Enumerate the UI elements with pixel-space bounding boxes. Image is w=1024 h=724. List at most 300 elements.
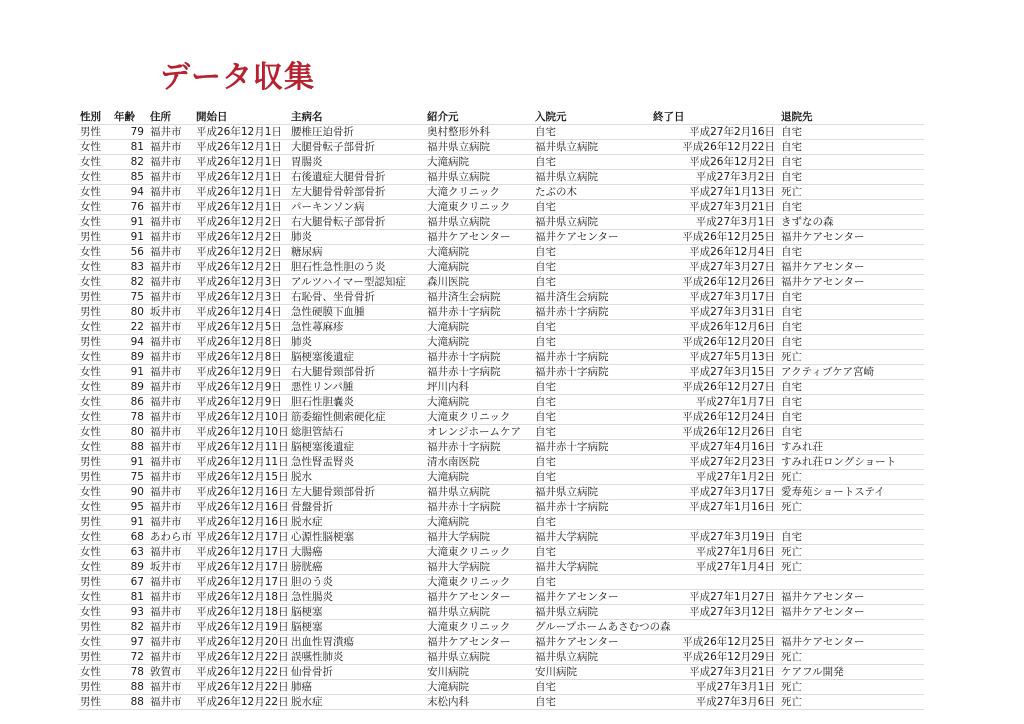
cell-address: 福井市 [148,455,194,470]
cell-admission: 福井県立病院 [533,605,651,620]
cell-end-date: 平成27年1月16日 [651,500,779,515]
cell-discharge: 自宅 [779,155,924,170]
cell-sex: 女性 [78,500,112,515]
cell-discharge: すみれ荘 [779,440,924,455]
cell-age: 88 [112,695,148,710]
cell-address: 福井市 [148,260,194,275]
cell-admission: 自宅 [533,470,651,485]
cell-sex: 男性 [78,620,112,635]
cell-admission: 自宅 [533,680,651,695]
cell-admission: 自宅 [533,125,651,140]
cell-discharge: 死亡 [779,500,924,515]
cell-discharge: すみれ荘ロングショート [779,455,924,470]
cell-end-date: 平成27年2月16日 [651,125,779,140]
cell-diagnosis: 大腿骨転子部骨折 [289,140,425,155]
cell-age: 22 [112,320,148,335]
cell-end-date: 平成27年1月2日 [651,470,779,485]
cell-sex: 女性 [78,320,112,335]
table-body [78,125,924,710]
header-referral: 紹介元 [425,110,533,125]
cell-discharge: 自宅 [779,290,924,305]
cell-start-date: 平成26年12月18日 [196,605,289,618]
cell-address: 福井市 [148,365,194,380]
cell-start-date: 平成26年12月17日 [196,575,289,588]
table-row [78,695,924,710]
cell-discharge [779,515,924,530]
cell-address: 福井市 [148,680,194,695]
cell-referral: 福井県立病院 [425,170,533,185]
table-row [78,125,924,140]
table-row [78,410,924,425]
cell-diagnosis: 急性蕁麻疹 [289,320,425,335]
table-row [78,665,924,680]
cell-start-date: 平成26年12月2日 [194,260,289,275]
cell-sex: 男性 [78,335,112,350]
cell-referral: 大滝病院 [425,515,533,530]
cell-referral: 福井赤十字病院 [425,305,533,320]
cell-diagnosis: パーキンソン病 [289,200,425,215]
table-row [78,575,924,590]
cell-end-date: 平成27年3月12日 [651,605,779,620]
cell-address: 福井市 [148,185,194,200]
cell-referral: 坪川内科 [425,380,533,395]
cell-start-date: 平成26年12月2日 [194,245,289,260]
cell-diagnosis: 脳梗塞後遺症 [289,350,425,365]
cell-address: 福井市 [148,470,194,485]
cell-age: 86 [112,395,148,410]
table-row [78,185,924,200]
cell-discharge: 自宅 [779,395,924,410]
cell-admission: 福井ケアセンター [533,230,651,245]
cell-age: 68 [112,530,148,545]
cell-address: 福井市 [148,485,194,500]
table-row [78,245,924,260]
cell-address: 福井市 [148,575,194,590]
cell-diagnosis: 右大腿骨頸部骨折 [289,365,425,380]
cell-end-date: 平成27年1月7日 [651,395,779,410]
cell-admission: 自宅 [533,395,651,410]
cell-start-date: 平成26年12月8日 [194,335,289,350]
cell-address: 福井市 [148,350,194,365]
cell-diagnosis: 誤嚥性肺炎 [289,650,425,665]
cell-diagnosis: 左大腿骨骨幹部骨折 [289,185,425,200]
table-row [78,545,924,560]
table-row [78,350,924,365]
cell-admission: 福井赤十字病院 [533,350,651,365]
cell-start-date: 平成26年12月16日 [196,500,289,513]
cell-diagnosis: 胃腸炎 [289,155,425,170]
cell-sex: 男性 [78,230,112,245]
cell-discharge: 自宅 [779,530,924,545]
cell-address: 福井市 [148,380,194,395]
cell-diagnosis: 肺炎 [289,335,425,350]
cell-referral: 福井ケアセンター [425,590,533,605]
cell-admission: 自宅 [533,695,651,710]
cell-age: 91 [112,230,148,245]
cell-sex: 女性 [78,410,112,425]
header-sex: 性別 [78,110,112,125]
cell-referral: 福井県立病院 [425,215,533,230]
cell-discharge: 自宅 [779,170,924,185]
cell-admission: 福井済生会病院 [533,290,651,305]
cell-sex: 女性 [78,605,112,620]
table-row [78,275,924,290]
cell-diagnosis: 右恥骨、坐骨骨折 [289,290,425,305]
cell-end-date: 平成26年12月6日 [651,320,779,335]
cell-address: 福井市 [148,245,194,260]
cell-end-date: 平成27年3月31日 [651,305,779,320]
cell-start-date: 平成26年12月10日 [196,425,289,438]
cell-start-date: 平成26年12月20日 [196,635,289,648]
cell-discharge: 死亡 [779,545,924,560]
cell-discharge: 死亡 [779,560,924,575]
header-admission: 入院元 [533,110,651,125]
cell-end-date: 平成27年3月2日 [651,170,779,185]
cell-start-date: 平成26年12月15日 [196,470,289,483]
cell-referral: 大滝病院 [425,260,533,275]
table-row [78,260,924,275]
table-row [78,485,924,500]
cell-admission: 福井赤十字病院 [533,365,651,380]
cell-discharge: 福井ケアセンター [779,590,924,605]
cell-address: 福井市 [148,395,194,410]
cell-end-date: 平成26年12月26日 [651,425,779,440]
cell-discharge: ケアフル開発 [779,665,924,680]
table-row [78,680,924,695]
cell-start-date: 平成26年12月17日 [196,560,289,573]
cell-end-date: 平成27年2月23日 [651,455,779,470]
cell-end-date: 平成26年12月4日 [651,245,779,260]
cell-start-date: 平成26年12月11日 [196,440,289,453]
cell-age: 85 [112,170,148,185]
cell-address: 福井市 [148,275,194,290]
table-row [78,620,924,635]
cell-end-date: 平成27年3月17日 [651,485,779,500]
cell-diagnosis: 胆のう炎 [289,575,425,590]
cell-sex: 女性 [78,170,112,185]
cell-sex: 男性 [78,125,112,140]
cell-start-date: 平成26年12月5日 [194,320,289,335]
cell-age: 89 [112,560,148,575]
cell-diagnosis: 糖尿病 [289,245,425,260]
cell-diagnosis: 急性硬膜下血腫 [289,305,425,320]
cell-referral: 福井県立病院 [425,650,533,665]
cell-diagnosis: 肺炎 [289,230,425,245]
cell-diagnosis: 脱水 [289,470,425,485]
cell-admission: 自宅 [533,455,651,470]
cell-start-date: 平成26年12月8日 [194,350,289,365]
cell-age: 78 [112,410,148,425]
data-sheet [78,110,924,710]
header-age: 年齢 [112,110,148,125]
cell-age: 78 [112,665,148,680]
cell-end-date [651,575,779,590]
cell-discharge: 自宅 [779,425,924,440]
table-row [78,470,924,485]
cell-admission: 福井県立病院 [533,170,651,185]
cell-referral: 大滝病院 [425,245,533,260]
cell-sex: 男性 [78,305,112,320]
cell-age: 80 [112,305,148,320]
cell-admission: グループホームあさむつの森 [535,620,671,633]
cell-discharge: 自宅 [779,245,924,260]
cell-admission: 福井ケアセンター [533,635,651,650]
cell-end-date: 平成26年12月25日 [651,230,779,245]
cell-start-date: 平成26年12月17日 [196,545,289,558]
table-row [78,590,924,605]
cell-end-date: 平成27年3月21日 [651,200,779,215]
cell-referral: 末松内科 [425,695,533,710]
cell-diagnosis: 胆石性急性胆のう炎 [289,260,425,275]
cell-admission: 自宅 [533,575,651,590]
cell-address: 福井市 [148,545,194,560]
cell-start-date: 平成26年12月16日 [196,485,289,498]
cell-admission: 自宅 [533,335,651,350]
cell-discharge: 自宅 [779,380,924,395]
cell-address: 福井市 [148,605,194,620]
cell-age: 76 [112,200,148,215]
cell-end-date: 平成27年3月1日 [651,215,779,230]
cell-diagnosis: 脳梗塞 [289,605,425,620]
cell-diagnosis: 脱水症 [289,695,425,710]
cell-start-date: 平成26年12月2日 [194,215,289,230]
cell-diagnosis: 大腸癌 [289,545,425,560]
table-row [78,605,924,620]
cell-address: 福井市 [148,125,194,140]
cell-start-date: 平成26年12月22日 [196,665,289,678]
cell-referral: オレンジホームケア [425,425,533,440]
cell-sex: 女性 [78,665,112,680]
cell-discharge: 福井ケアセンター [779,230,924,245]
cell-sex: 女性 [78,365,112,380]
cell-start-date: 平成26年12月17日 [196,530,289,543]
cell-diagnosis: 膀胱癌 [289,560,425,575]
cell-address: 福井市 [148,590,194,605]
cell-discharge: 福井ケアセンター [779,635,924,650]
cell-address: 福井市 [148,500,194,515]
cell-address: 福井市 [148,155,194,170]
cell-start-date: 平成26年12月1日 [194,125,289,140]
cell-end-date: 平成26年12月20日 [651,335,779,350]
page-title: データ収集 [160,60,315,95]
cell-sex: 男性 [78,455,112,470]
cell-diagnosis: 急性腎盂腎炎 [289,455,425,470]
cell-start-date: 平成26年12月16日 [196,515,289,528]
cell-end-date: 平成27年3月27日 [651,260,779,275]
cell-age: 82 [112,620,148,635]
table-row [78,440,924,455]
cell-age: 95 [112,500,148,515]
cell-referral: 福井県立病院 [425,140,533,155]
table-row [78,305,924,320]
cell-referral: 福井ケアセンター [425,635,533,650]
table-row [78,635,924,650]
cell-address: 福井市 [148,215,194,230]
cell-sex: 女性 [78,215,112,230]
cell-referral: 森川医院 [425,275,533,290]
cell-admission: 福井県立病院 [533,650,651,665]
cell-end-date: 平成27年1月6日 [651,545,779,560]
cell-referral: 福井済生会病院 [425,290,533,305]
cell-start-date: 平成26年12月4日 [194,305,289,320]
cell-age: 75 [112,290,148,305]
cell-discharge: 死亡 [779,470,924,485]
cell-age: 82 [112,155,148,170]
cell-start-date: 平成26年12月1日 [194,185,289,200]
cell-diagnosis: 出血性胃潰瘍 [289,635,425,650]
cell-referral: 大滝東クリニック [425,620,533,635]
cell-sex: 女性 [78,530,112,545]
header-address: 住所 [148,110,194,125]
cell-admission: 自宅 [533,515,651,530]
cell-referral: 大滝病院 [425,155,533,170]
cell-admission: 自宅 [533,410,651,425]
cell-end-date: 平成27年1月27日 [651,590,779,605]
table-row [78,365,924,380]
cell-start-date: 平成26年12月18日 [196,590,289,603]
cell-discharge: 自宅 [779,335,924,350]
cell-age: 82 [112,275,148,290]
cell-referral: 大滝病院 [425,335,533,350]
cell-address: 福井市 [148,425,194,440]
cell-diagnosis: 総胆管結石 [289,425,425,440]
cell-admission: 自宅 [533,275,651,290]
cell-sex: 女性 [78,200,112,215]
cell-diagnosis: 右後遺症大腿骨骨折 [289,170,425,185]
table-row [78,140,924,155]
cell-address: 福井市 [148,440,194,455]
cell-admission: 自宅 [533,245,651,260]
table-row [78,230,924,245]
cell-age: 72 [112,650,148,665]
cell-age: 91 [112,365,148,380]
cell-address: 福井市 [148,650,194,665]
cell-age: 67 [112,575,148,590]
cell-admission: 福井赤十字病院 [533,305,651,320]
cell-start-date: 平成26年12月11日 [196,455,289,468]
cell-diagnosis: 骨盤骨折 [289,500,425,515]
cell-end-date: 平成27年3月1日 [651,680,779,695]
header-discharge: 退院先 [779,110,924,125]
cell-admission: 福井赤十字病院 [533,440,651,455]
cell-sex: 女性 [78,395,112,410]
patient-table [78,110,924,710]
cell-address: 坂井市 [148,560,194,575]
cell-age: 89 [112,380,148,395]
cell-address: 敦賀市 [148,665,194,680]
table-row [78,380,924,395]
cell-sex: 女性 [78,545,112,560]
cell-discharge: 死亡 [779,185,924,200]
table-row [78,215,924,230]
table-row [78,320,924,335]
cell-sex: 女性 [78,485,112,500]
cell-referral: 大滝東クリニック [425,410,533,425]
cell-discharge: 死亡 [779,695,924,710]
cell-end-date: 平成27年5月13日 [651,350,779,365]
cell-age: 81 [112,590,148,605]
cell-admission: 福井赤十字病院 [533,500,651,515]
cell-referral: 福井赤十字病院 [425,365,533,380]
cell-start-date: 平成26年12月9日 [194,380,289,395]
cell-start-date: 平成26年12月3日 [194,275,289,290]
cell-diagnosis: 悪性リンパ腫 [289,380,425,395]
cell-sex: 男性 [78,650,112,665]
cell-address: 福井市 [148,200,194,215]
cell-discharge: きずなの森 [779,215,924,230]
cell-discharge: 福井ケアセンター [779,605,924,620]
cell-discharge: アクティブケア宮崎 [779,365,924,380]
cell-end-date: 平成26年12月2日 [651,155,779,170]
cell-sex: 女性 [78,635,112,650]
cell-sex: 男性 [78,695,112,710]
cell-referral: 福井赤十字病院 [425,350,533,365]
cell-start-date: 平成26年12月9日 [194,365,289,380]
cell-discharge [779,620,924,635]
table-row [78,155,924,170]
cell-admission: たぶの木 [533,185,651,200]
cell-age: 79 [112,125,148,140]
cell-referral: 大滝東クリニック [425,575,533,590]
cell-age: 91 [112,215,148,230]
cell-age: 63 [112,545,148,560]
table-row [78,200,924,215]
cell-diagnosis: 腰椎圧迫骨折 [289,125,425,140]
cell-referral: 福井赤十字病院 [425,500,533,515]
cell-address: 福井市 [148,170,194,185]
cell-address: 福井市 [148,620,194,635]
cell-discharge: 自宅 [779,140,924,155]
cell-admission: 自宅 [533,380,651,395]
cell-referral: 安川病院 [425,665,533,680]
cell-discharge: 死亡 [779,350,924,365]
cell-start-date: 平成26年12月1日 [194,155,289,170]
cell-age: 80 [112,425,148,440]
cell-end-date: 平成27年4月16日 [651,440,779,455]
cell-end-date: 平成27年3月15日 [651,365,779,380]
cell-discharge: 死亡 [779,680,924,695]
cell-admission: 福井大学病院 [533,560,651,575]
cell-start-date: 平成26年12月22日 [196,695,289,708]
cell-sex: 男性 [78,575,112,590]
cell-age: 91 [112,455,148,470]
cell-sex: 女性 [78,245,112,260]
table-row [78,395,924,410]
cell-sex: 女性 [78,560,112,575]
header-end: 終了日 [651,110,779,125]
table-row [78,650,924,665]
cell-referral: 大滝クリニック [425,185,533,200]
cell-discharge: 自宅 [779,305,924,320]
cell-end-date: 平成26年12月29日 [651,650,779,665]
cell-end-date: 平成27年1月4日 [651,560,779,575]
cell-referral: 清水南医院 [425,455,533,470]
cell-admission: 安川病院 [533,665,651,680]
cell-admission: 福井県立病院 [533,140,651,155]
cell-diagnosis: 仙骨骨折 [289,665,425,680]
cell-age: 75 [112,470,148,485]
cell-admission: 自宅 [533,155,651,170]
cell-age: 91 [112,515,148,530]
cell-age: 97 [112,635,148,650]
cell-diagnosis: 胆石性胆嚢炎 [289,395,425,410]
cell-referral: 福井大学病院 [425,530,533,545]
cell-referral: 福井ケアセンター [425,230,533,245]
cell-sex: 男性 [78,515,112,530]
cell-address: 福井市 [148,140,194,155]
cell-discharge: 自宅 [779,410,924,425]
cell-end-date: 平成26年12月26日 [651,275,779,290]
